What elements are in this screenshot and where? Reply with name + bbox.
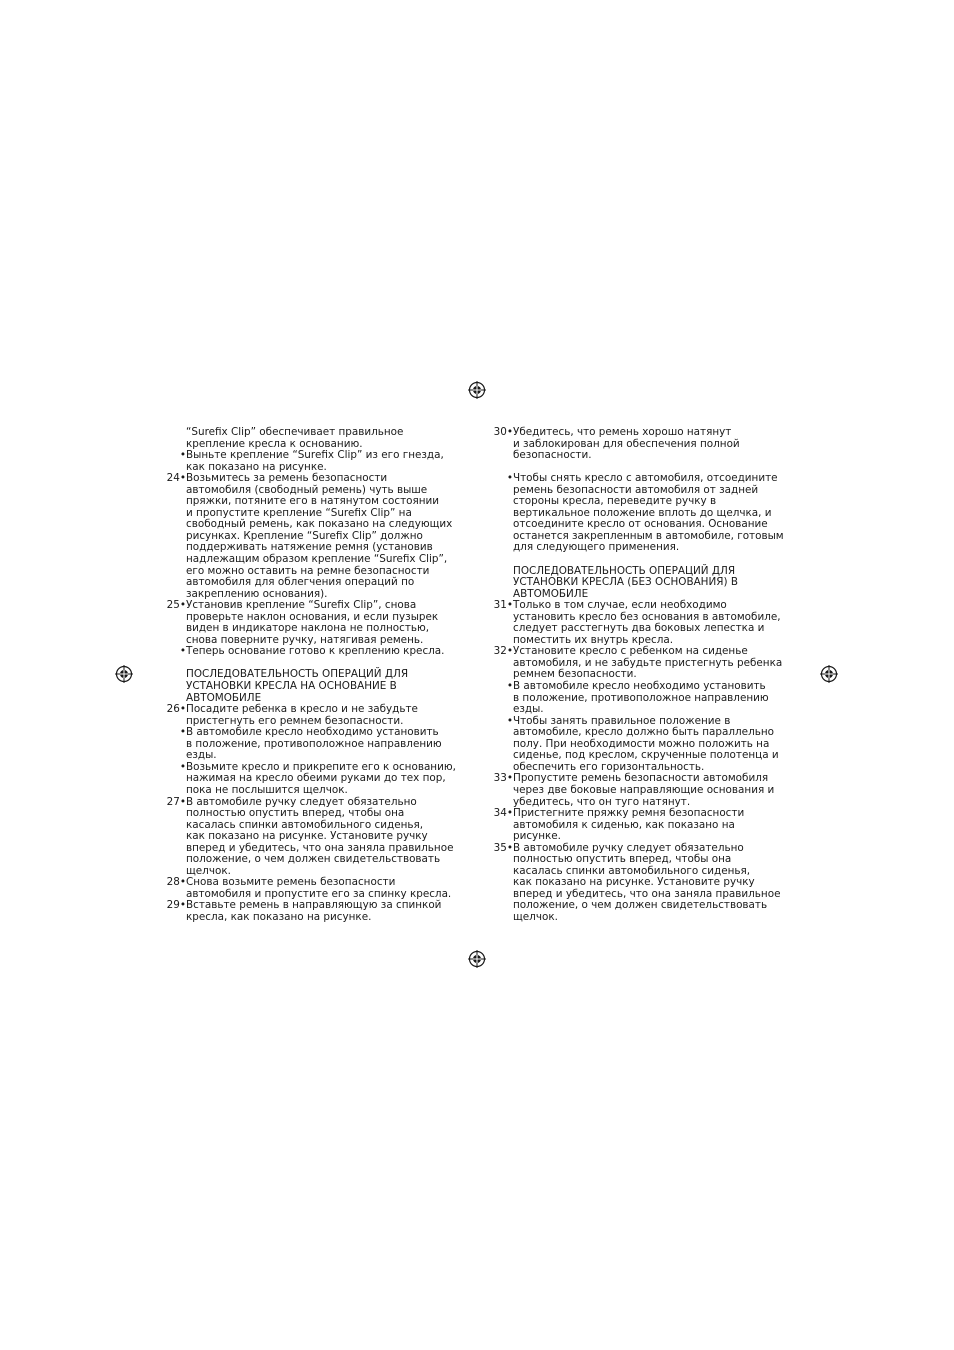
list-item [179,726,471,762]
list-item-marker: 25• [166,599,186,612]
registration-mark-left-icon [115,665,133,683]
list-item [506,714,798,774]
list-item-marker: 32• [493,645,513,658]
list-item [179,760,471,797]
list-item-marker: 28• [166,876,186,889]
list-item-marker: 29• [166,899,186,912]
list-item-marker: 27• [166,795,186,808]
section-heading-base-install: ПОСЛЕДОВАТЕЛЬНОСТЬ ОПЕРАЦИЙ ДЛЯ УСТАНОВКИ КРЕСЛА НА ОСНОВАНИЕ В АВТОМОБИЛЕ [186,668,409,704]
list-item [493,426,798,462]
intro-paragraph: “Surefix Clip” обеспечивает правильное крепление кресла к основанию. [186,426,404,450]
list-item-text: Вставьте ремень в направляющую за спинкой кресла, как показано на рисунке. [186,899,442,923]
list-item-text: В автомобиле кресло необходимо установить в положение, противоположное направлению езды. [513,680,769,716]
section-heading-no-base-install: ПОСЛЕДОВАТЕЛЬНОСТЬ ОПЕРАЦИЙ ДЛЯ УСТАНОВКИ КРЕСЛА (БЕЗ ОСНОВАНИЯ) В АВТОМОБИЛЕ [513,564,738,600]
list-item [166,472,471,600]
list-item [506,472,798,554]
list-item-marker: 34• [493,807,513,820]
list-item-marker: • [179,645,186,658]
list-item [166,703,471,727]
list-item-marker: 26• [166,703,186,716]
list-item [493,772,798,808]
list-item [166,599,471,646]
instruction-list-a [493,426,798,462]
list-item-marker: • [179,726,186,739]
list-item-marker: • [506,680,513,693]
list-item-text: В автомобиле ручку следует обязательно полностью опустить вперед, чтобы она касалась спинки автомобильного сиденья, как показано на рисунке. Установите ручку вперед и убедитесь, что она заняла правильное положение, о чем должен свидетельствовать щелчок. [186,795,454,877]
list-item-text: Выньте крепление “Surefix Clip” из его гнезда, как показано на рисунке. [186,449,444,473]
left-column [166,426,471,924]
list-item-marker: 35• [493,841,513,854]
list-item-marker: 33• [493,772,513,785]
list-item [179,645,471,658]
list-item-text: Чтобы занять правильное положение в автомобиле, кресло должно быть параллельно полу. При необходимости можно положить на сиденье, под креслом, скрученные полотенца и обеспечить его горизонтальность. [513,714,779,773]
list-item [179,449,471,473]
registration-mark-right-icon [820,665,838,683]
list-item-text: Только в том случае, если необходимо установить кресло без основания в автомобиле, следует расстегнуть два боковых лепестка и поместить их внутрь кресла. [513,599,781,646]
list-item [166,876,471,900]
list-item-text: Убедитесь, что ремень хорошо натянут и заблокирован для обеспечения полной безопасности. [513,426,740,462]
instruction-list-b [166,703,471,923]
list-item-text: Возьмите кресло и прикрепите его к основанию, нажимая на кресло обеими руками до тех пор, пока не послышится щелчок. [186,760,456,796]
list-item-marker: • [179,760,186,773]
list-item-text: Чтобы снять кресло с автомобиля, отсоедините ремень безопасности автомобиля от задней стороны кресла, переведите ручку в вертикальное положение вплоть до щелчка, и отсоедините кресло от основания. Основание останется закрепленным в автомобиле, готовым для следующего применения. [513,472,784,554]
list-item-text: Снова возьмите ремень безопасности автомобиля и пропустите его за спинку кресла. [186,876,452,900]
list-item [166,795,471,878]
list-item-text: Установите кресло с ребенком на сиденье автомобиля, и не забудьте пристегнуть ребенка ремнем безопасности. [513,645,783,681]
list-item [506,680,798,716]
right-column [493,426,798,924]
list-item-marker: • [179,449,186,462]
list-item [493,807,798,843]
instruction-list-a [166,449,471,658]
list-item [493,599,798,646]
list-item-marker: 24• [166,472,186,485]
list-item-text: Возьмитесь за ремень безопасности автомобиля (свободный ремень) чуть выше пряжки, потяните его в натянутом состоянии и пропустите крепление “Surefix Clip” на свободный ремень, как показано на следующих рисунках. Крепление “Surefix Clip” должно поддерживать натяжение ремня (установив надлежащим образом крепление “Surefix Clip”, его можно оставить на ремне безопасности автомобиля для облегчения операций по закреплению основания). [186,472,453,600]
list-item [493,841,798,924]
list-item-marker: 30• [493,426,513,438]
list-item-text: В автомобиле кресло необходимо установить в положение, противоположное направлению езды. [186,726,442,762]
instruction-list-b [506,472,798,554]
list-item-text: В автомобиле ручку следует обязательно полностью опустить вперед, чтобы она касалась спинки автомобильного сиденья, как показано на рисунке. Установите ручку вперед и убедитесь, что она заняла правильное положение, о чем должен свидетельствовать щелчок. [513,841,781,923]
list-item-text: Теперь основание готово к креплению кресла. [186,645,445,658]
list-item-marker: • [506,472,513,485]
list-item-marker: 31• [493,599,513,612]
list-item-marker: • [506,714,513,727]
list-item-text: Пристегните пряжку ремня безопасности автомобиля к сиденью, как показано на рисунке. [513,807,745,843]
registration-mark-bottom-icon [468,950,486,968]
list-item-text: Посадите ребенка в кресло и не забудьте пристегнуть его ремнем безопасности. [186,703,418,727]
list-item-text: Пропустите ремень безопасности автомобиля через две боковые направляющие основания и убедитесь, что он туго натянут. [513,772,775,808]
instruction-list-c [493,599,798,923]
registration-mark-top-icon [468,381,486,399]
list-item [166,899,471,923]
list-item [493,645,798,681]
list-item-text: Установив крепление “Surefix Clip”, снова проверьте наклон основания, и если пузырек виден в индикаторе наклона не полностью, снова поверните ручку, натягивая ремень. [186,599,439,646]
